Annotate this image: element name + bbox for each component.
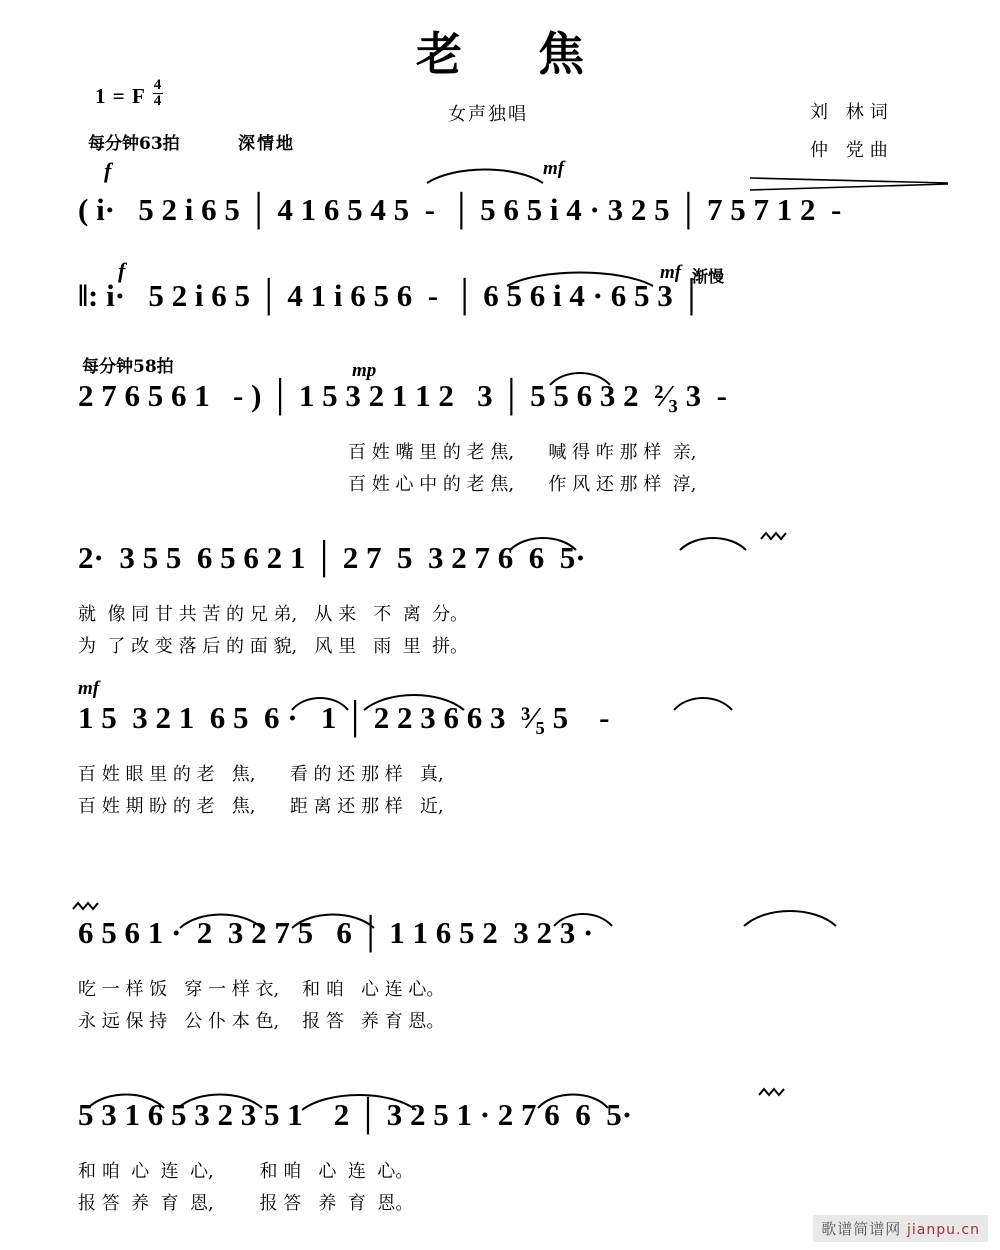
- dynamic-forte-2: f: [118, 258, 126, 283]
- watermark-label: 歌谱简谱网: [821, 1220, 902, 1238]
- dynamic-mezzopiano: mp: [352, 360, 377, 381]
- stave-4-notes: 2· 3 5 5 6 5 6 2 1 │ 2 7 5 3 2 7 6 6 5·: [78, 540, 586, 575]
- key-signature-text: 1 = F: [95, 84, 146, 108]
- stave-2-notes: ‖: i· 5 2 i 6 5 │ 4 1 i 6 5 6 - │ 6 5 6 i 4 · 6 5 3 │: [78, 278, 703, 313]
- stave-5-lyric-line-1: 百 姓 眼 里 的 老 焦, 看 的 还 那 样 真,: [78, 764, 444, 785]
- meter-numerator: 4: [153, 77, 163, 93]
- voice-type: 女声独唱: [448, 104, 528, 125]
- expression-marking: 深情地: [238, 134, 295, 154]
- dynamic-mezzoforte-2: mf: [660, 262, 682, 283]
- tempo-marking-second: 每分钟58拍: [82, 357, 174, 377]
- slur-mark: [425, 163, 545, 185]
- meter-denominator: 4: [153, 93, 163, 109]
- stave-7-notes: 5 3 1 6 5 3 2 3 5 1 2 │ 3 2 5 1 · 2 7 6 6 5·: [78, 1097, 633, 1132]
- credit-lyricist: 刘 林词: [810, 102, 894, 123]
- watermark-site: jianpu.cn: [906, 1222, 980, 1238]
- stave-5-lyric-line-2: 百 姓 期 盼 的 老 焦, 距 离 还 那 样 近,: [78, 796, 444, 817]
- stave-7-lyric-line-2: 报 答 养 育 恩, 报 答 养 育 恩。: [78, 1193, 414, 1214]
- rit-marking: 渐慢: [692, 267, 725, 286]
- watermark: [813, 1215, 988, 1242]
- stave-1-notes: ( i· 5 2 i 6 5 │ 4 1 6 5 4 5 - │ 5 6 5 i 4 · 3 2 5 │ 7 5 7 1 2 -: [78, 192, 842, 227]
- dynamic-mezzoforte-3: mf: [78, 678, 100, 699]
- stave-6-lyric-line-2: 永 远 保 持 公 仆 本 色, 报 答 养 育 恩。: [78, 1011, 445, 1032]
- credit-composer: 仲 党曲: [810, 140, 894, 161]
- dynamic-forte-1: f: [104, 158, 112, 183]
- key-signature: [95, 78, 163, 109]
- page-title: 老 焦: [415, 27, 614, 81]
- stave-4-lyric-line-1: 就 像 同 甘 共 苦 的 兄 弟, 从 来 不 离 分。: [78, 604, 469, 625]
- mordent-icon: [72, 900, 102, 914]
- stave-3-notes: 2 7 6 5 6 1 - ) │ 1 5 3 2 1 1 2 3 │ 5 5 6 3 2 ²⁄₃ 3 -: [78, 378, 727, 413]
- stave-3-lyric-line-2: 百 姓 心 中 的 老 焦, 作 风 还 那 样 淳,: [348, 474, 697, 495]
- diminuendo-hairpin: [750, 176, 950, 190]
- tempo-marking-first: 每分钟63拍: [88, 134, 180, 154]
- dynamic-mezzoforte-1: mf: [543, 158, 565, 179]
- stave-5-notes: 1 5 3 2 1 6 5 6 · 1 │ 2 2 3 6 6 3 ³⁄₅ 5 -: [78, 700, 610, 735]
- stave-6-notes: 6 5 6 1 · 2 3 2 7 5 6 │ 1 1 6 5 2 3 2 3 ·: [78, 915, 594, 950]
- time-signature: [153, 78, 164, 109]
- stave-7-lyric-line-1: 和 咱 心 连 心, 和 咱 心 连 心。: [78, 1161, 414, 1182]
- stave-3-lyric-line-1: 百 姓 嘴 里 的 老 焦, 喊 得 咋 那 样 亲,: [348, 442, 697, 463]
- stave-6-lyric-line-1: 吃 一 样 饭 穿 一 样 衣, 和 咱 心 连 心。: [78, 979, 445, 1000]
- stave-4-lyric-line-2: 为 了 改 变 落 后 的 面 貌, 风 里 雨 里 拼。: [78, 636, 469, 657]
